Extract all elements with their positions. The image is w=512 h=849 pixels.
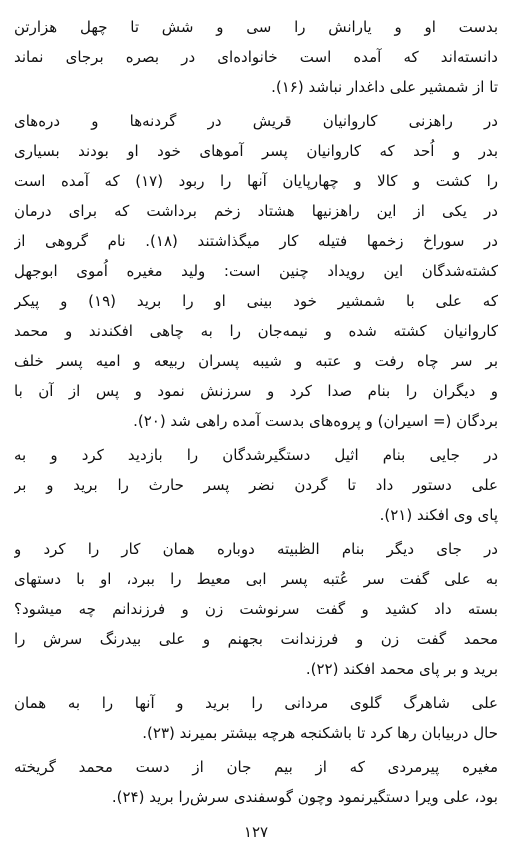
text-line: در یکی از این راهزنیها هشتاد زخم برداشت که برای درمان — [14, 202, 498, 220]
text-line: دانسته‌اند که آمده است خانواده‌ای در بصره برجای نماند — [14, 48, 498, 66]
text-line: بدر و اُحد که کاروانیان پسر آموهای خود او بودند بسیاری — [14, 142, 498, 160]
text-line: بر سر چاه رفت و عتبه و شیبه پسران ربیعه و امیه پسر خلف — [14, 352, 498, 370]
paragraph-5 — [14, 688, 498, 748]
text-line: محمد گفت زن و فرزندانت بجهنم و علی بیدرنگ سرش را — [14, 630, 498, 648]
text-line: بود، علی ویرا دستگیرنمود وچون گوسفندی سرش‌را برید (۲۴). — [111, 788, 498, 806]
text-line: بسته داد کشید و گفت سرنوشت زن و فرزندانم چه میشود؟ — [14, 600, 498, 618]
text-line: در جای دیگر بنام الظبیته دوباره همان کار را کرد و — [14, 540, 498, 558]
paragraph-2 — [14, 106, 498, 436]
text-line: و دیگران را بنام صدا کرد و سرزنش نمود و پس از آن با — [14, 382, 498, 400]
page-number: ۱۲۷ — [243, 823, 269, 841]
text-line: پای وی افکند (۲۱). — [379, 506, 498, 524]
text-line: حال دربیابان رها کرد تا باشکنجه هرچه بیشتر بمیرند (۲۳). — [142, 724, 498, 742]
text-line: کاروانیان کشته شده و نیمه‌جان را به چاهی افکندند و محمد — [14, 322, 498, 340]
text-line: در سوراخ زخمها فتیله کار میگذاشتند (۱۸). نام گروهی از — [14, 232, 498, 250]
text-line: را کشت و کالا و چهارپایان آنها را ربود (۱۷) که آمده است — [14, 172, 498, 190]
text-line: بردگان (= اسیران) و پروه‌های بدست آمده راهی شد (۲۰). — [133, 412, 498, 430]
text-line: به علی گفت سر عُتبه پسر ابی معیط را ببرد، او با دستهای — [14, 570, 498, 588]
text-line: که علی با شمشیر خود بینی او را برید (۱۹) و پیکر — [14, 292, 498, 310]
text-line: کشته‌شدگان این رویداد چنین است: ولید مغیره اُموی ابوجهل — [14, 262, 498, 280]
text-line: تا از شمشیر علی داغدار نباشد (۱۶). — [271, 78, 498, 96]
paragraph-4 — [14, 534, 498, 684]
text-line: در جایی بنام اثیل دستگیرشدگان را بازدید کرد و به — [14, 446, 498, 464]
text-line: برید و بر پای محمد افکند (۲۲). — [305, 660, 498, 678]
paragraph-1 — [14, 12, 498, 102]
text-line: در راهزنی کاروانیان قریش در گردنه‌ها و دره‌های — [14, 112, 498, 130]
paragraph-6 — [14, 752, 498, 812]
text-line: بدست او و یارانش را سی و شش تا چهل هزارتن — [14, 18, 498, 36]
text-line: علی شاهرگ گلوی مردانی را برید و آنها را به همان — [14, 694, 498, 712]
text-line: علی دستور داد تا گردن نضر پسر حارث را برید و بر — [14, 476, 498, 494]
paragraph-3 — [14, 440, 498, 530]
text-line: مغیره پیرمردی که از بیم جان از دست محمد گریخته — [14, 758, 498, 776]
